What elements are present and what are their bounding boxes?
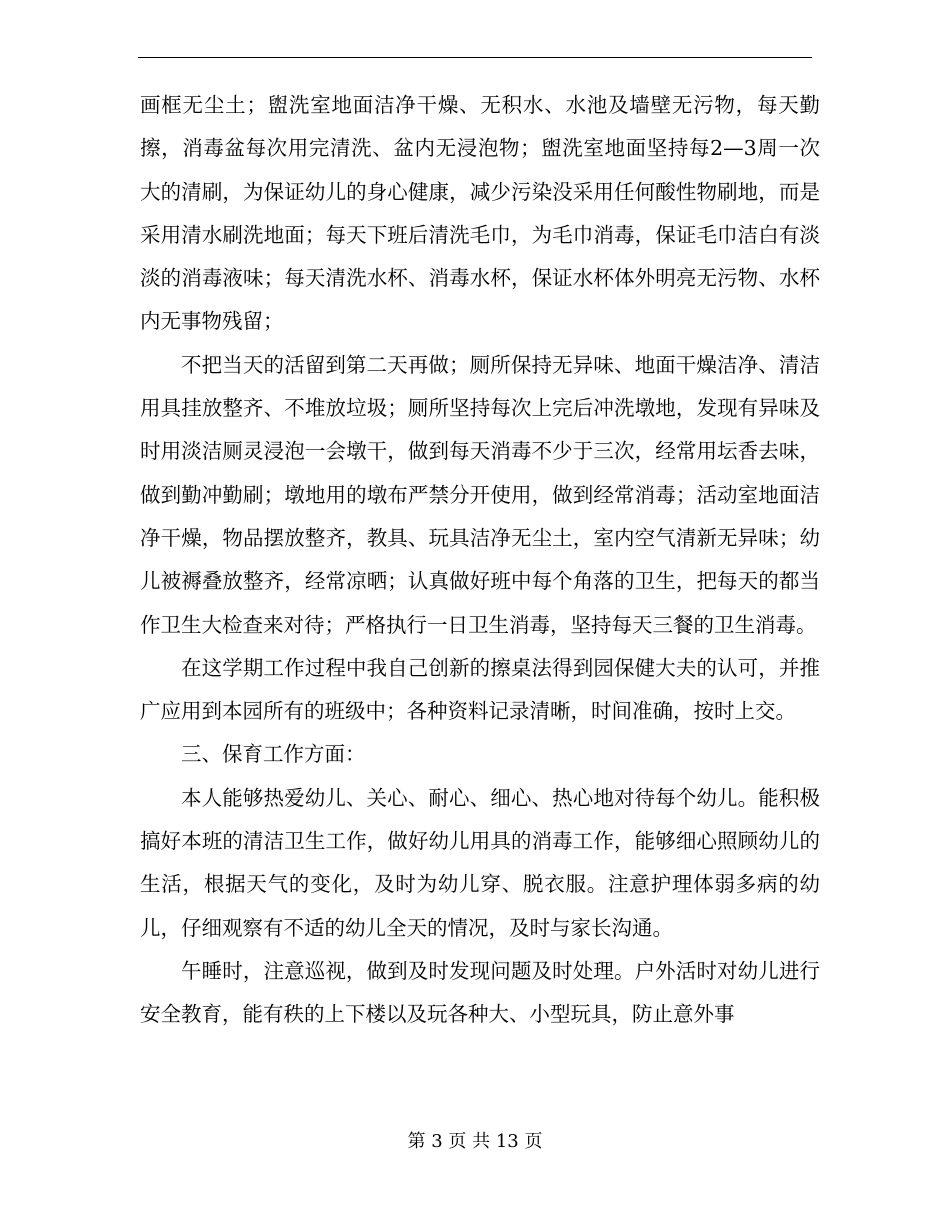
paragraph-1: 画框无尘土；盥洗室地面洁净干燥、无积水、水池及墙壁无污物，每天勤擦，消毒盆每次用完清洗、盆内无浸泡物；盥洗室地面坚持每2—3周一次大的清刷，为保证幼儿的身心健康，减少污染没采用任何酸性物刷地，而是采用清水刷洗地面；每天下班后清洗毛巾，为毛巾消毒，保证毛巾洁白有淡淡的消毒液味；每天清洗水杯、消毒水杯，保证水杯体外明亮无污物、水杯内无事物残留；: [140, 93, 820, 334]
page-number-footer: 第 3 页 共 13 页: [407, 1131, 543, 1152]
document-body: [140, 84, 820, 1037]
header-rule: [138, 57, 812, 58]
paragraph-4: 本人能够热爱幼儿、关心、耐心、细心、热心地对待每个幼儿。能积极搞好本班的清洁卫生工作，做好幼儿用具的消毒工作，能够细心照顾幼儿的生活，根据天气的变化，及时为幼儿穿、脱衣服。注意护理体弱多病的幼儿，仔细观察有不适的幼儿全天的情况，及时与家长沟通。: [140, 785, 820, 940]
section-heading: 三、保育工作方面：: [181, 742, 366, 767]
paragraph-5: 午睡时，注意巡视，做到及时发现问题及时处理。户外活时对幼儿进行安全教育，能有秩的上下楼以及玩各种大、小型玩具，防止意外事: [140, 958, 820, 1027]
paragraph-3: 在这学期工作过程中我自己创新的擦桌法得到园保健大夫的认可，并推广应用到本园所有的班级中；各种资料记录清晰，时间准确，按时上交。: [140, 655, 820, 724]
paragraph-2: 不把当天的活留到第二天再做；厕所保持无异味、地面干燥洁净、清洁用具挂放整齐、不堆放垃圾；厕所坚持每次上完后冲洗墩地，发现有异味及时用淡洁厕灵浸泡一会墩干，做到每天消毒不少于三次，经常用坛香去味，做到勤冲勤刷；墩地用的墩布严禁分开使用，做到经常消毒；活动室地面洁净干燥，物品摆放整齐，教具、玩具洁净无尘土，室内空气清新无异味；幼儿被褥叠放整齐，经常凉晒；认真做好班中每个角落的卫生，把每天的都当作卫生大检查来对待；严格执行一日卫生消毒，坚持每天三餐的卫生消毒。: [140, 352, 820, 637]
